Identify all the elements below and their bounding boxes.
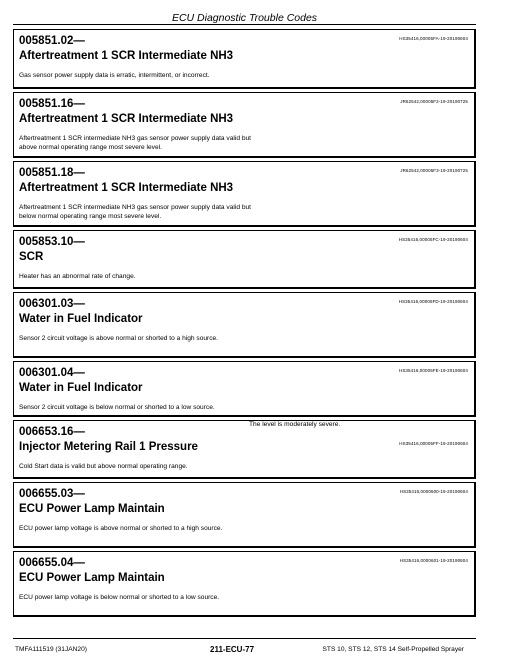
footer-doc-id: TMFA111519 (31JAN20) [15,646,87,653]
dtc-title: ECU Power Lamp Maintain [19,503,165,515]
dtc-title: Water in Fuel Indicator [19,313,143,325]
dtc-title: Aftertreatment 1 SCR Intermediate NH3 [19,113,234,125]
dtc-description: ECU power lamp voltage is above normal or shorted to a high source. [19,525,223,532]
dtc-code: 005851.18— [19,167,85,179]
dtc-reference: HS35416,0000600-19-20190604 [399,489,468,494]
dtc-title: Water in Fuel Indicator [19,382,143,394]
dtc-reference: JR62542,00005F3-19-20190725 [400,168,468,173]
dtc-code: 005851.02— [19,35,85,47]
dtc-entry [13,420,476,479]
dtc-description: ECU power lamp voltage is below normal or shorted to a low source. [19,594,220,601]
dtc-description: Aftertreatment 1 SCR intermediate NH3 gas sensor power supply data valid but above normal operating range most severe level. [19,135,251,151]
page-footer [13,645,476,655]
dtc-entry [13,230,476,289]
dtc-title: Aftertreatment 1 SCR Intermediate NH3 [19,182,234,194]
dtc-code: 005851.16— [19,98,85,110]
dtc-entry [13,161,476,227]
dtc-entry [13,361,476,417]
header-title: ECU Diagnostic Trouble Codes [171,12,318,24]
dtc-code: 006655.04— [19,557,85,569]
severity-note: The level is moderately severe. [249,421,341,428]
dtc-description: Gas sensor power supply data is erratic, intermittent, or incorrect. [19,72,210,79]
dtc-description: Sensor 2 circuit voltage is below normal or shorted to a low source. [19,404,215,411]
page-header [13,8,476,25]
dtc-entry [13,482,476,548]
dtc-description: Cold Start data is valid but above normal operating range. [19,463,188,470]
dtc-code: 006301.03— [19,298,85,310]
dtc-list [13,29,476,620]
dtc-entry [13,292,476,358]
footer-product: STS 10, STS 12, STS 14 Self-Propelled Sprayer [322,646,464,653]
dtc-reference: HS35416,00005FC-19-20190604 [398,237,468,242]
dtc-title: SCR [19,251,44,263]
dtc-reference: HS35416,00005FF-19-20190604 [399,441,468,446]
dtc-description: Aftertreatment 1 SCR intermediate NH3 gas sensor power supply data valid but below normal operating range most severe level. [19,204,251,220]
dtc-code: 006301.04— [19,367,85,379]
dtc-reference: HS35416,00005FE-19-20190604 [398,368,468,373]
dtc-title: Aftertreatment 1 SCR Intermediate NH3 [19,50,234,62]
dtc-description: Sensor 2 circuit voltage is above normal or shorted to a high source. [19,335,219,342]
dtc-code: 005853.10— [19,236,85,248]
dtc-entry [13,551,476,617]
footer-divider [13,638,476,639]
dtc-entry [13,92,476,158]
dtc-code: 006653.16— [19,426,85,438]
dtc-code: 006655.03— [19,488,85,500]
dtc-title: ECU Power Lamp Maintain [19,572,165,584]
dtc-reference: HS35416,00005FD-19-20190604 [398,299,468,304]
dtc-reference: JR62542,00005F2-19-20190725 [400,99,468,104]
dtc-entry [13,29,476,89]
footer-page-number: 211-ECU-77 [210,645,255,654]
dtc-title: Injector Metering Rail 1 Pressure [19,441,198,453]
dtc-reference: HS35416,0000601-19-20190604 [399,558,468,563]
dtc-description: Heater has an abnormal rate of change. [19,273,136,280]
dtc-reference: HS35416,00005FA-19-20190604 [399,36,468,41]
